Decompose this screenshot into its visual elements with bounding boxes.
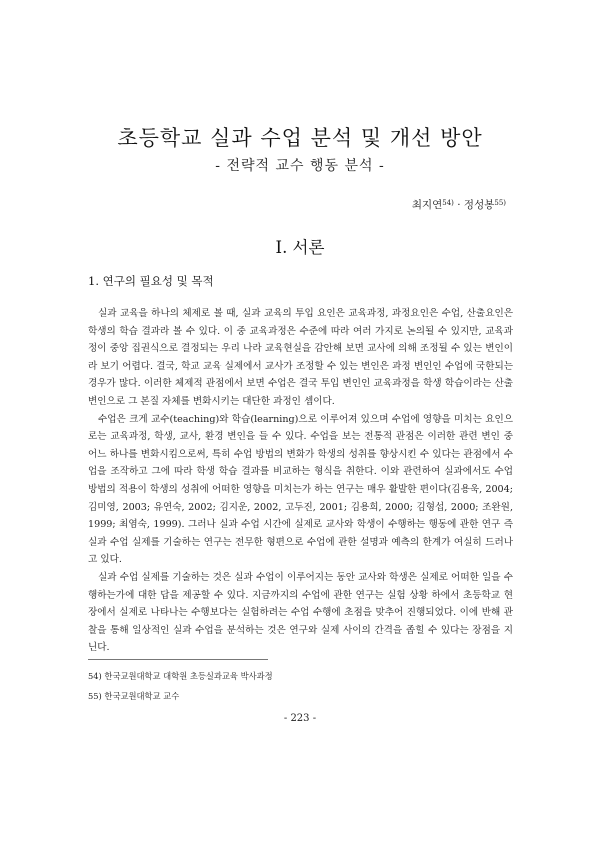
author-name: 정성봉 [463,199,495,211]
paragraph: 실과 교육을 하나의 체제로 볼 때, 실과 교육의 투입 요인은 교육과정, 과정요인은 수업, 산출요인은 학생의 학습 결과라 볼 수 있다. 이 중 교육과정은 수준에 따라 여러 가지로 논의될 수 있지만, 교육과정이 중앙 집권식으로 결정되는 우리 나라 교육현실을 감안해 보면 교사에 의해 조정될 수 있는 변인이라 보기 어렵다. 결국, 학교 교육 실제에서 교사가 조정할 수 있는 변인은 과정 변인인 수업에 국한되는 경우가 많다. 이러한 체제적 관점에서 보면 수업은 결국 투입 변인인 교육과정을 학생 학습이라는 산출변인으로 그 본질 자체를 변화시키는 대단한 과정인 셈이다. [88,308,513,407]
footnote: 54) 한국교원대학교 대학원 초등실과교육 박사과정 [88,671,273,681]
subsection-heading: 1. 연구의 필요성 및 목적 [88,274,214,288]
paragraph: 수업은 크게 교수(teaching)와 학습(learning)으로 이루어져 있으며 수업에 영향을 미치는 요인으로는 교육과정, 학생, 교사, 환경 변인을 들 수 있다. 수업을 보는 전통적 관점은 이러한 관련 변인 중 어느 하나를 변화시킴으로써, 특히 수업 방법의 변화가 학생의 성취를 향상시킨 수 있다는 관점에서 수업을 조작하고 그에 따라 학생 학습 결과를 비교하는 형식을 취한다. 이와 관련하여 실과에서도 수업 방법의 적용이 학생의 성취에 어떠한 영향을 미치는가 하는 연구는 매우 활발한 편이다(김용욱, 2004; 김미영, 2003; 유연숙, 2002; 김지운, 2002, 고두진, 2001; 김용희, 2000; 김형섭, 2000; 조완원, 1999; 최염숙, 1999). 그러나 실과 수업 시간에 실제로 교사와 학생이 수행하는 행동에 관한 연구 즉 실과 수업 실제를 기술하는 연구는 전무한 형편으로 수업에 관한 설명과 예측의 한계가 여실히 드러나고 있다. [88,413,513,566]
body-text [88,305,513,657]
author-line [412,197,506,212]
footnote-divider [88,659,268,660]
paper-subtitle: - 전략적 교수 행동 분석 - [215,158,385,174]
paper-title: 초등학교 실과 수업 분석 및 개선 방안 [117,126,483,150]
paragraph: 실과 수업 실제를 기술하는 것은 실과 수업이 이루어지는 동안 교사와 학생은 실제로 어떠한 일을 수행하는가에 대한 답을 제공할 수 있다. 지금까지의 수업에 관한 연구는 실험 상황 하에서 초등학교 현장에서 실제로 나타나는 수행보다는 실험하려는 수업 수행에 초점을 맞추어 진행되었다. 이에 반해 관찰을 통해 일상적인 실과 수업을 분석하는 것은 연구와 실제 사이의 간격을 좁힐 수 있다는 장점을 지닌다. [88,571,513,654]
author-separator: · [453,199,464,211]
footnote-marker[interactable]: 55) [494,199,506,207]
page-number: - 223 - [283,713,317,724]
footnote-marker[interactable]: 54) [442,199,454,207]
author-name: 최지연 [411,199,443,211]
footnote: 55) 한국교원대학교 교수 [88,691,180,701]
footnotes [88,666,273,706]
section-heading: Ⅰ. 서론 [275,238,325,257]
